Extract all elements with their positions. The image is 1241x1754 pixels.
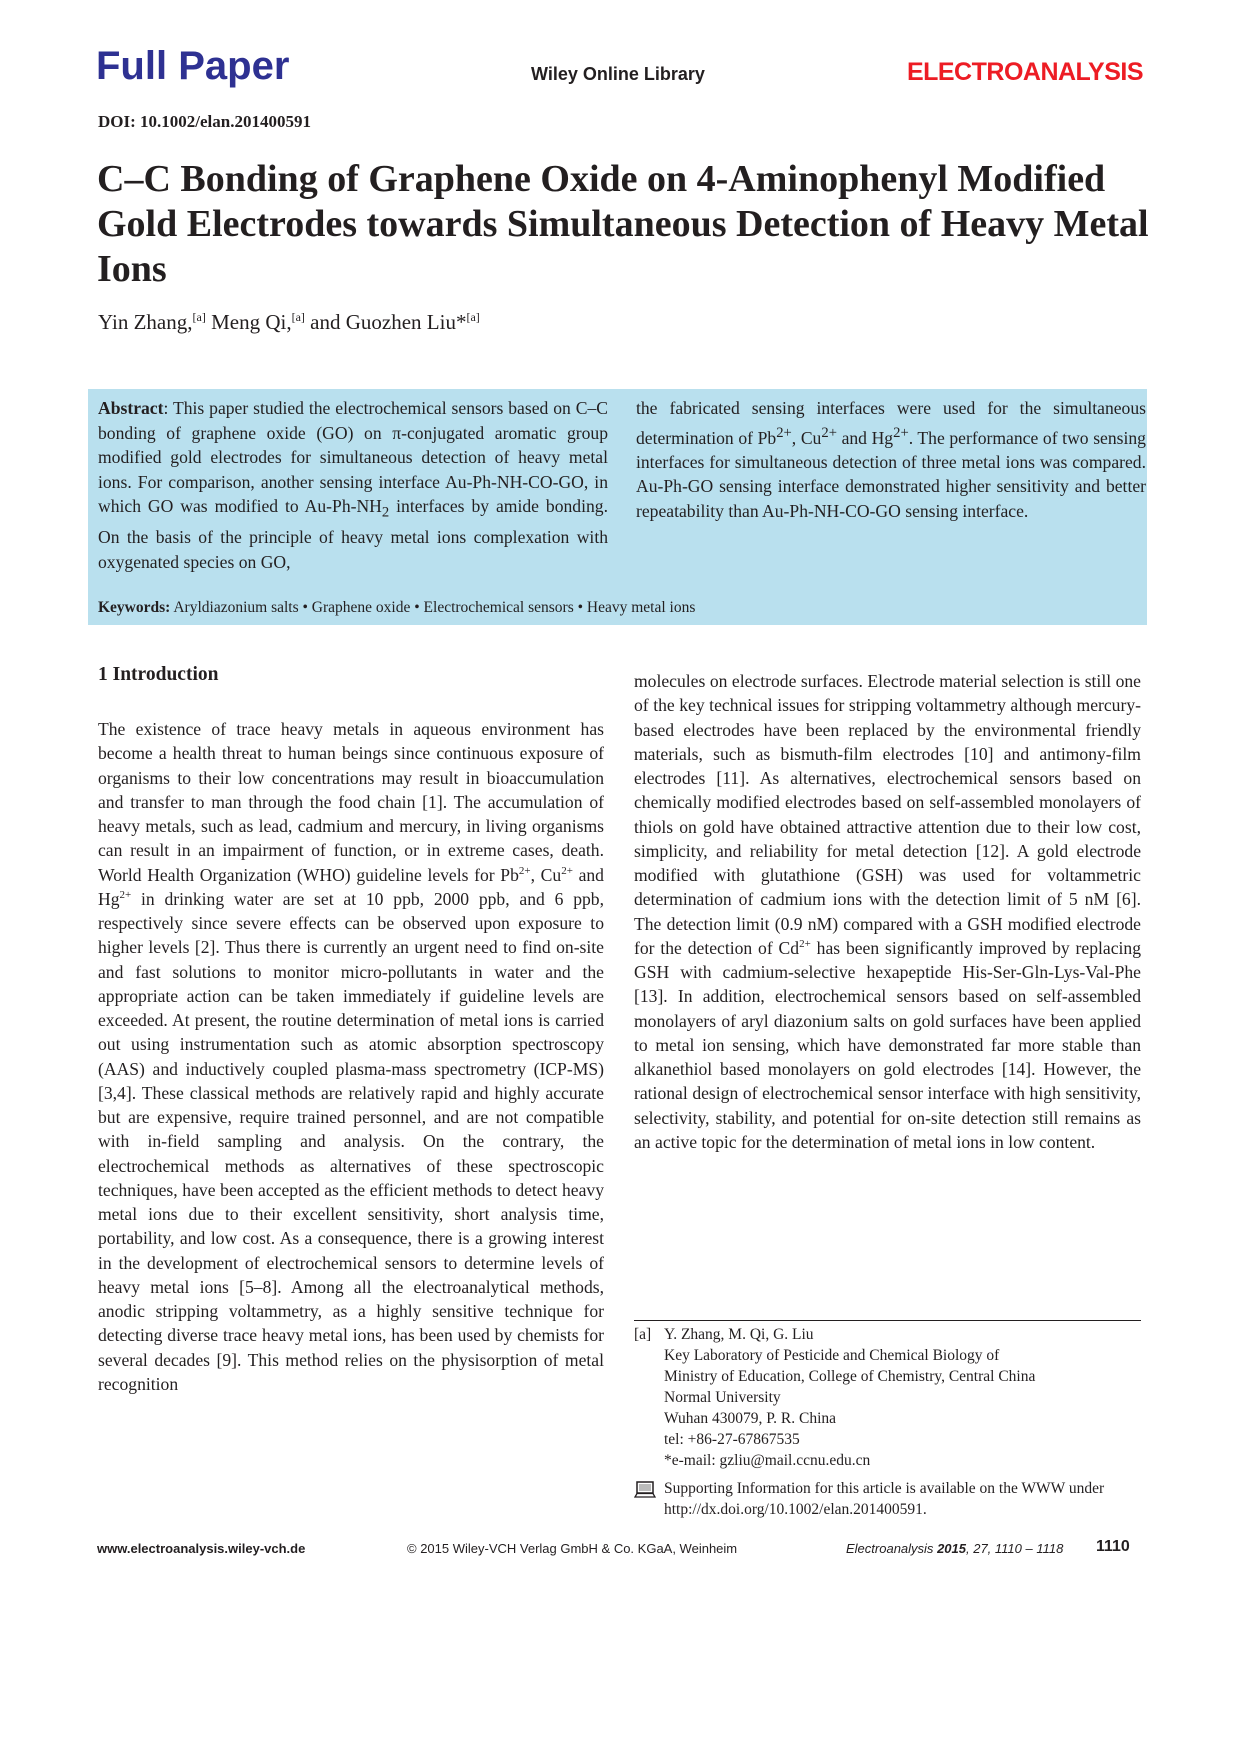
keywords: [98, 599, 695, 617]
body-text: and Hg: [98, 864, 604, 909]
superscript: 2+: [893, 424, 909, 441]
author-list: [98, 310, 480, 335]
body-column-right: [634, 669, 1141, 1154]
computer-icon: [634, 1481, 656, 1498]
author-name: Meng Qi,: [211, 310, 292, 334]
affiliation-footnote: [634, 1324, 1141, 1471]
superscript: 2+: [561, 864, 573, 877]
body-text: in drinking water are set at 10 ppb, 2000 ppb, and 6 ppb, respectively since severe effects can be observed upon exposure to higher levels [2]. Thus there is currently an urgent need to find on-site and fast solutions to monitor micro-pollutants in water and the appropriate action can be taken immediately if guideline levels are exceeded. At present, the routine determination of metal ions is carried out using instrumentation such as atomic absorption spectroscopy (AAS) and inductively coupled plasma-mass spectrometry (ICP-MS) [3,4]. These classical methods are relatively rapid and highly accurate but are expensive, require trained personnel, and are not compatible with in-field sampling and analysis. On the contrary, the electrochemical methods as alternatives of these spectroscopic techniques, have been accepted as the efficient methods to detect heavy metal ions due to their excellent sensitivity, short analysis time, portability, and low cost. As a consequence, there is a growing interest in the development of electrochemical sensors to determine levels of heavy metal ions [5–8]. Among all the electroanalytical methods, anodic stripping voltammetry, as a highly sensitive technique for detecting diverse trace heavy metal ions, has been used by chemists for several decades [9]. This method relies on the physisorption of metal recognition: [98, 888, 604, 1394]
abstract-body: and Hg: [836, 427, 894, 448]
superscript: 2+: [776, 424, 792, 441]
affiliation-email[interactable]: *e-mail: gzliu@mail.ccnu.edu.cn: [664, 1452, 871, 1469]
section-label: Full Paper: [96, 44, 290, 88]
abstract-body: , Cu: [791, 427, 822, 448]
footnote-divider: [634, 1320, 1141, 1321]
abstract-text-left: [98, 396, 608, 574]
affiliation-line: Ministry of Education, College of Chemistry, Central China: [664, 1368, 1036, 1385]
body-text: has been significantly improved by replacing GSH with cadmium-selective hexapeptide His-Ser-Gln-Lys-Val-Phe [13]. In addition, electrochemical sensors based on self-assembled monolayers of aryl diazonium salts on gold surfaces have been applied to metal ion sensing, which have demonstrated far more stable than alkanethiol based monolayers on gold electrodes [14]. However, the rational design of electrochemical sensor interface with high sensitivity, selectivity, stability, and potential for on-site detection still remains as an active topic for the determination of metal ions in low content.: [634, 937, 1141, 1152]
keywords-list: Aryldiazonium salts • Graphene oxide • Electrochemical sensors • Heavy metal ions: [173, 599, 696, 616]
abstract-body: the fabricated sensing interfaces were used for the simultaneous determination of Pb: [636, 398, 1146, 448]
author-name: Yin Zhang,: [98, 310, 193, 334]
body-text: The existence of trace heavy metals in aqueous environment has become a health threat to human beings since continuous exposure of organisms to their low concentrations may result in bioaccumulation and transfer to man through the food chain [1]. The accumulation of heavy metals, such as lead, cadmium and mercury, in living organisms can result in an impairment of function, or in extreme cases, death. World Health Organization (WHO) guideline levels for Pb: [98, 719, 604, 885]
superscript: 2+: [799, 937, 811, 950]
body-text: molecules on electrode surfaces. Electrode material selection is still one of the key technical issues for stripping voltammetry although mercury-based electrodes have been replaced by the environmental friendly materials, such as bismuth-film electrodes [10] and antimony-film electrodes [11]. As alternatives, electrochemical sensors based on chemically modified electrodes based on self-assembled monolayers of thiols on gold have obtained attractive attention due to their low cost, simplicity, and reliability for metal detection [12]. A gold electrode modified with glutathione (GSH) was used for voltammetric determination of cadmium ions with the detection limit of 5 nM [6]. The detection limit (0.9 nM) compared with a GSH modified electrode for the detection of Cd: [634, 671, 1141, 958]
author-affiliation-mark: [a]: [466, 310, 480, 324]
abstract-label: Abstract: [98, 398, 164, 418]
superscript: 2+: [821, 424, 837, 441]
author-name: and Guozhen Liu*: [310, 310, 467, 334]
supporting-info-note: [634, 1478, 1141, 1520]
abstract-box: [88, 389, 1147, 625]
abstract-body: . The performance of two sensing interfaces for simultaneous detection of three metal ions was compared. Au-Ph-GO sensing interface demonstrated higher sensitivity and better repeatability than Au-Ph-NH-CO-GO sensing interface.: [636, 427, 1146, 521]
paper-title: C–C Bonding of Graphene Oxide on 4-Aminophenyl Modified Gold Electrodes towards Simultaneous Detection of Heavy Metal Ions: [97, 158, 1149, 290]
abstract-body: : This paper studied the electrochemical sensors based on C–C bonding of graphene oxide (GO) on π-conjugated aromatic group modified gold electrodes for simultaneous detection of heavy metal ions. For comparison, another sensing interface Au-Ph-NH-CO-GO, in which GO was modified to Au-Ph-NH: [98, 398, 608, 516]
library-label: Wiley Online Library: [531, 64, 705, 84]
affiliation-tag: [a]: [634, 1326, 652, 1343]
affiliation-line: Key Laboratory of Pesticide and Chemical Biology of: [664, 1347, 1000, 1364]
footer-copyright: © 2015 Wiley-VCH Verlag GmbH & Co. KGaA, Weinheim: [407, 1541, 738, 1556]
body-text: , Cu: [530, 864, 562, 885]
citation-journal: Electroanalysis: [846, 1541, 934, 1556]
citation-year: 2015: [937, 1541, 966, 1556]
keywords-label: Keywords:: [98, 599, 171, 616]
footer-citation: [846, 1541, 1063, 1556]
footer-url[interactable]: www.electroanalysis.wiley-vch.de: [97, 1541, 306, 1556]
citation-volume-pages: , 27, 1110 – 1118: [965, 1541, 1064, 1556]
author-affiliation-mark: [a]: [192, 310, 206, 324]
superscript: 2+: [518, 864, 531, 877]
journal-name: ELECTROANALYSIS: [906, 58, 1143, 86]
subscript: 2: [381, 504, 390, 521]
superscript: 2+: [119, 888, 132, 901]
affiliation-line: Y. Zhang, M. Qi, G. Liu: [664, 1326, 814, 1343]
abstract-body: interfaces by amide bonding. On the basis of the principle of heavy metal ions complexation with oxygenated species on GO,: [98, 496, 608, 572]
affiliation-line: Wuhan 430079, P. R. China: [664, 1410, 837, 1427]
affiliation-line: tel: +86-27-67867535: [664, 1431, 800, 1448]
section-heading: 1 Introduction: [98, 664, 219, 685]
author-affiliation-mark: [a]: [291, 310, 305, 324]
abstract-text-right: [636, 396, 1146, 523]
supporting-info-text[interactable]: Supporting Information for this article is available on the WWW under http://dx.doi.org/10.1002/elan.201400591.: [664, 1480, 1105, 1518]
affiliation-line: Normal University: [664, 1389, 781, 1406]
page-number: 1110: [1096, 1538, 1130, 1555]
doi-link[interactable]: DOI: 10.1002/elan.201400591: [98, 112, 311, 131]
body-column-left: [98, 717, 604, 1396]
